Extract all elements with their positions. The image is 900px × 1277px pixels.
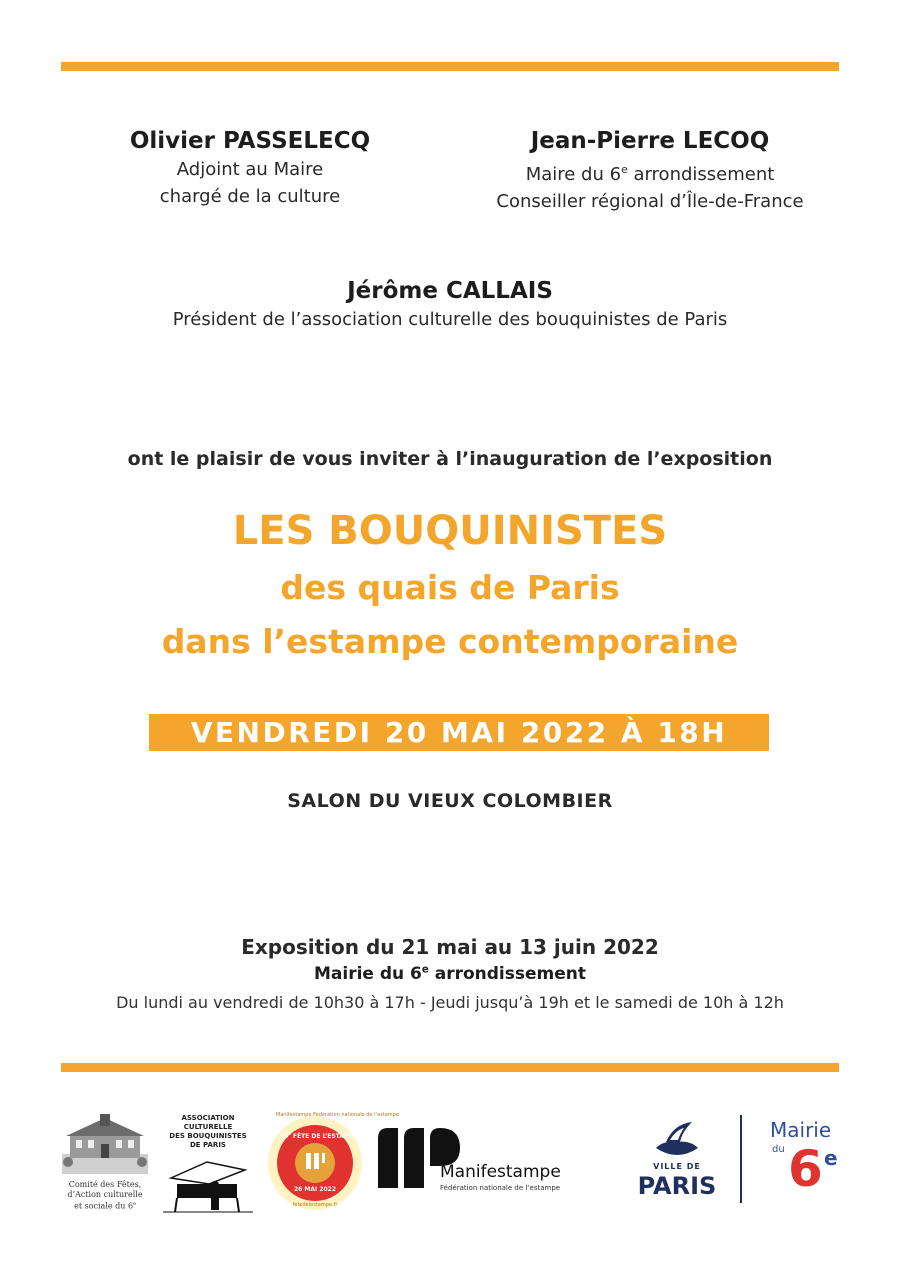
host-name: Jérôme CALLAIS <box>347 278 553 304</box>
comite-line1: Comité des Fêtes, <box>68 1180 142 1189</box>
logo-separator <box>740 1115 742 1203</box>
host-name: Jean-Pierre LECOQ <box>530 128 770 154</box>
exhibition-place: Mairie du 6e arrondissement <box>313 964 586 984</box>
exhibition-title: LES BOUQUINISTES <box>232 508 668 554</box>
comite-des-fetes-logo <box>60 1114 150 1214</box>
fete-estampe-logo <box>266 1112 399 1212</box>
host-lecoq <box>450 128 850 215</box>
mairie-number-sup: e <box>824 1146 838 1170</box>
comite-line3: et sociale du 6e <box>74 1201 136 1211</box>
host-role-line2: chargé de la culture <box>159 186 341 207</box>
exhibition-dates: Exposition du 21 mai au 13 juin 2022 <box>241 935 659 959</box>
association-bouquinistes-logo <box>163 1114 253 1214</box>
comite-line2: d’Action culturelle <box>67 1190 143 1199</box>
fete-ring-text: Manifestampe Fédération nationale de l’estampe <box>276 1112 399 1118</box>
mairie-du-6-logo <box>766 1118 846 1204</box>
assoc-line2: DES BOUQUINISTES <box>169 1132 247 1140</box>
venue: SALON DU VIEUX COLOMBIER <box>287 790 613 812</box>
host-name: Olivier PASSELECQ <box>129 128 371 154</box>
paris-ship-icon <box>630 1118 724 1162</box>
exhibition-subtitle-2: dans l’estampe contemporaine <box>161 622 739 661</box>
event-date-banner: VENDREDI 20 MAI 2022 À 18H <box>149 714 769 751</box>
assoc-line3: DE PARIS <box>190 1141 226 1149</box>
host-role-line2: Conseiller régional d’Île-de-France <box>496 191 804 212</box>
host-role-line1: Maire du 6e arrondissement <box>525 163 775 185</box>
bottom-divider <box>61 1063 839 1072</box>
manifestampe-subtitle: Fédération nationale de l’estampe <box>440 1184 561 1192</box>
host-role-line1: Adjoint au Maire <box>176 159 324 180</box>
manifestampe-logo <box>374 1126 584 1196</box>
manifestampe-name: Manifestampe <box>440 1162 561 1182</box>
mairie-number: 6 <box>788 1140 823 1198</box>
exhibition-subtitle-1: des quais de Paris <box>280 568 620 607</box>
fete-site: fetedelestampe.fr <box>292 1202 338 1208</box>
town-hall-engraving-icon <box>60 1114 150 1176</box>
mairie-label: Mairie <box>770 1118 832 1142</box>
mairie-du-label: du <box>772 1144 785 1155</box>
ville-de-label: VILLE DE <box>653 1162 701 1171</box>
bookstall-icon <box>163 1150 253 1214</box>
assoc-line1: ASSOCIATION CULTURELLE <box>181 1114 235 1131</box>
host-callais <box>0 278 900 333</box>
invitation-text: ont le plaisir de vous inviter à l’inauguration de l’exposition <box>127 448 773 470</box>
fete-date: 26 MAI 2022 <box>293 1186 337 1193</box>
paris-label: PARIS <box>637 1172 717 1200</box>
ville-de-paris-logo <box>630 1118 724 1204</box>
host-passelecq <box>90 128 410 210</box>
fete-edition: 10e FÊTE DE L’ESTAMPE <box>280 1132 359 1140</box>
opening-hours: Du lundi au vendredi de 10h30 à 17h - Jeudi jusqu’à 19h et le samedi de 10h à 12h <box>116 993 784 1012</box>
host-role-line1: Président de l’association culturelle des bouquinistes de Paris <box>172 309 728 330</box>
top-divider <box>61 62 839 71</box>
